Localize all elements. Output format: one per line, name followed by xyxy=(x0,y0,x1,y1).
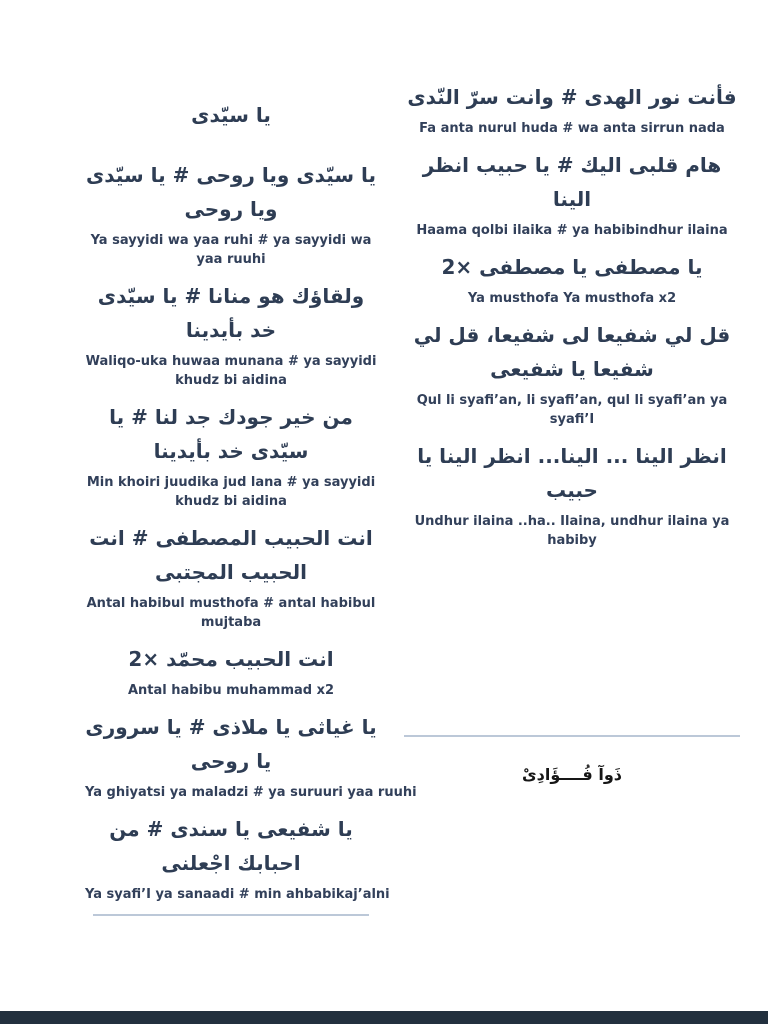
arabic-line: يا غياثى يا ملاذى # يا سرورى يا روحى xyxy=(85,715,377,773)
right-column xyxy=(404,80,740,800)
transliteration-line: Waliqo-uka huwaa munana # ya sayyidi khudz bi aidina xyxy=(85,354,377,388)
transliteration-line: Min khoiri juudika jud lana # ya sayyidi khudz bi aidina xyxy=(86,475,376,509)
transliteration-line: Haama qolbi ilaika # ya habibindhur ilaina xyxy=(416,223,728,238)
right-column-divider xyxy=(404,735,740,737)
arabic-line: قل لي شفيعا لى شفيعا، قل لي شفيعا يا شفيعى xyxy=(413,323,731,381)
left-column xyxy=(85,98,417,916)
transliteration-line: Qul li syafi’an, li syafi’an, qul li syafi’an ya syafi’I xyxy=(416,393,728,427)
calligraphy-line: ذَوآ فُــــؤَادِىْ xyxy=(522,765,622,784)
transliteration-line: Ya sayyidi wa yaa ruhi # ya sayyidi wa yaa ruuhi xyxy=(90,233,372,267)
transliteration-line: Antal habibu muhammad x2 xyxy=(127,683,335,698)
transliteration-line: Ya syafi’I ya sanaadi # min ahbabikaj’alni xyxy=(85,887,390,902)
arabic-line: هام قلبى اليك # يا حبيب انظر الينا xyxy=(422,153,722,211)
arabic-line: فأنت نور الهدى # وانت سرّ النّدى xyxy=(407,85,737,109)
arabic-line: يا مصطفى يا مصطفى ×2 xyxy=(441,255,703,279)
transliteration-line: Antal habibul musthofa # antal habibul mujtaba xyxy=(86,596,376,630)
arabic-line: انت الحبيب محمّد ×2 xyxy=(128,647,334,671)
transliteration-line: Fa anta nurul huda # wa anta sirrun nada xyxy=(419,121,725,136)
arabic-line: انت الحبيب المصطفى # انت الحبيب المجتبى xyxy=(89,526,373,584)
transliteration-line: Ya musthofa Ya musthofa x2 xyxy=(467,291,677,306)
transliteration-line: Undhur ilaina ..ha.. Ilaina, undhur ilaina ya habiby xyxy=(414,514,730,548)
arabic-line: من خير جودك جد لنا # يا سيّدى خد بأيدينا xyxy=(109,405,353,463)
song-title: يا سيّدى xyxy=(191,103,271,127)
arabic-line: ولقاؤك هو منانا # يا سيّدى خد بأيدينا xyxy=(97,284,365,342)
viewer-bottom-bar xyxy=(0,1011,768,1024)
left-column-divider xyxy=(93,914,369,916)
transliteration-line: Ya ghiyatsi ya maladzi # ya suruuri yaa ruuhi xyxy=(85,785,417,800)
arabic-line: يا سيّدى ويا روحى # يا سيّدى ويا روحى xyxy=(85,163,377,221)
arabic-line: انظر الينا ... الينا... انظر الينا يا حبيب xyxy=(417,444,727,502)
arabic-line: يا شفيعى يا سندى # من احبابك اجْعلنى xyxy=(109,817,353,875)
